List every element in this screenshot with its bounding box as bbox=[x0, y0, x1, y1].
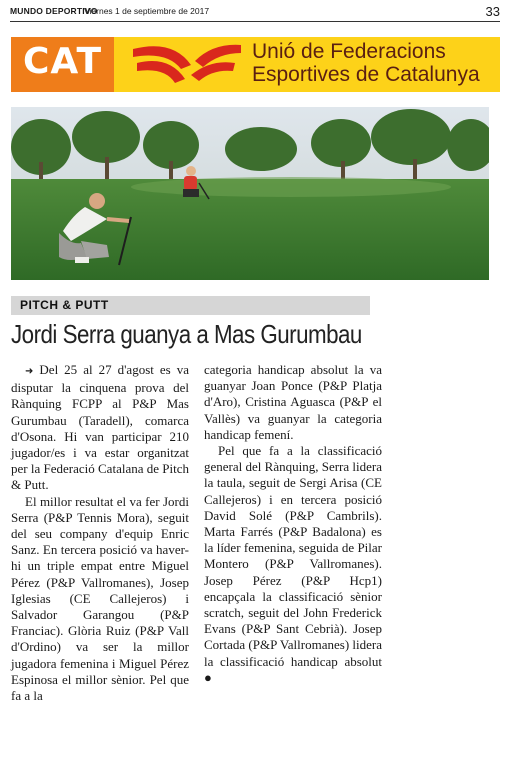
article-column-2 bbox=[204, 362, 382, 686]
article-column-1 bbox=[11, 362, 189, 704]
federation-banner bbox=[11, 37, 500, 92]
paragraph: Pel que fa a la classificació general del Rànquing, Serra lidera la taula, seguit de Sergi Arisa (CE Callejeros) i en tercera posició David Solé (P&P Cambrils). Marta Farrés (P&P Badalona) es la líder femenina, seguida de Pilar Montero (P&P Vallromanes). Josep Pérez (P&P Hcp1) encapçala la classificació sènior scratch, seguit del John Frederick Evans (P&P Sant Cebrià). Josep Cortada (P&P Vallromanes) lidera la classificació handicap absolut ● bbox=[204, 443, 382, 685]
cat-badge-label: CAT bbox=[22, 41, 103, 82]
golf-photo bbox=[11, 107, 489, 280]
lead-arrow-icon: ➜ bbox=[25, 366, 34, 377]
federation-name-line2: Esportives de Catalunya bbox=[252, 63, 480, 86]
header-divider bbox=[10, 21, 500, 22]
paragraph: categoria handicap absolut la va guanyar Joan Ponce (P&P Platja d'Aro), Cristina Aguasca (P&P el Vallès) va guanyar la categoria handicap femení. bbox=[204, 362, 382, 442]
page-header bbox=[10, 4, 500, 20]
cat-badge bbox=[11, 37, 114, 92]
paragraph bbox=[11, 362, 189, 494]
federation-name-line1: Unió de Federacions bbox=[252, 40, 446, 63]
section-label: PITCH & PUTT bbox=[20, 298, 109, 312]
paragraph-text: Del 25 al 27 d'agost es va disputar la cinquena prova del Rànquing FCPP al P&P Mas Gurumbau (Taradell), comarca d'Osona. Hi van participar 210 jugador/es i va estar organitzat per la Federació Catalana de Pitch & Putt. bbox=[11, 362, 189, 493]
publication-name: MUNDO DEPORTIVO bbox=[10, 6, 98, 16]
section-bar bbox=[11, 296, 370, 315]
federation-logo-icon bbox=[129, 41, 245, 87]
publication-date: Viernes 1 de septiembre de 2017 bbox=[84, 6, 210, 16]
article-headline: Jordi Serra guanya a Mas Gurumbau bbox=[11, 319, 362, 349]
page-number: 33 bbox=[485, 4, 500, 19]
paragraph: El millor resultat el va fer Jordi Serra (P&P Tennis Mora), seguit del seu company d'equip Enric Sanz. En tercera posició va haver-hi un triple empat entre Miguel Pérez (P&P Vallromanes), Josep Iglesias (CE Callejeros) i Salvador Garangou (P&P Franciac). Glòria Ruiz (P&P Vall d'Ordino) va ser la millor jugadora femenina i Miguel Pérez Espinosa el millor sènior. Pel que fa a la bbox=[11, 493, 189, 704]
